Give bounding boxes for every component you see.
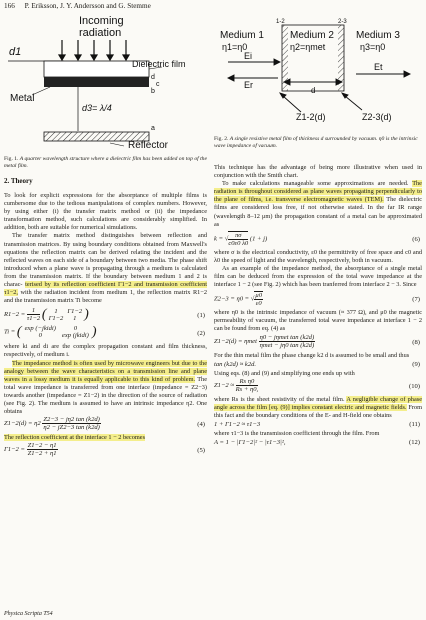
equation-12: A = 1 − |Γ1−2|² − |τ1−3|², (12) <box>214 439 420 447</box>
left-p5-highlight: The reflection coefficient at the interface 1 − 2 becomes <box>4 434 146 442</box>
equation-8: Z1−2(d) = ηmet $\frac{\text{η0 − jηmet tan (k2d)}}{\text{ηmet − jη0 tan (k2d)}}$ (8) <box>214 333 420 349</box>
interface-2-3-label: 2-3 <box>338 19 347 25</box>
left-paragraph-5 <box>4 434 207 442</box>
equation-6: k = √ $\frac{\pi\sigma}{c0\varepsilon 0 \lambda 0}$ (1 + j) (6) <box>214 231 420 247</box>
incoming-label: Incoming <box>79 15 124 27</box>
equation-2-number: (2) <box>197 330 205 338</box>
right-paragraph-2: To make calculations manageable some approximations are needed. The radiation is throughout considered as plane waves propagating perpendicularly to the plane of films, i.e. transverse electromagnetic waves (TEM). The dielectric films are considered loss free, if not otherwise stated. In the far IR range (wavelength 8–12 μm) the propagation constant of a metal can be approximated as <box>214 180 422 228</box>
medium-1-title: Medium 1 <box>220 30 264 41</box>
d-label: d <box>151 74 155 81</box>
left-column <box>4 177 207 460</box>
z12-label: Z1-2(d) <box>296 112 326 122</box>
fig2-caption <box>214 136 422 150</box>
e-reflected-label: Er <box>244 80 253 90</box>
equation-9: tan (k2d) ≈ k2d. (9) <box>214 360 420 368</box>
left-p2-highlight: terised by its reflection coefficient Γ1−2 and transmission coefficient τ1−2, <box>4 281 207 297</box>
figure-2 <box>214 16 422 126</box>
right-paragraph-8: where Rs is the sheet resistivity of the metal film. A negligible change of phase angle across the film [eq. (9)] implies constant electric and magnetic fields. From this fact and the boundary conditions of the E- and H-field one obtains <box>214 395 422 419</box>
equation-4-number: (5) <box>197 447 205 455</box>
right-p8-highlight: A negligible change of phase angle across the film [eq. (9)] implies constant electric and magnetic fields. <box>214 395 422 411</box>
fig1-caption-lead: Fig. 1. <box>4 156 19 162</box>
section-heading: 2. Theory <box>4 177 33 185</box>
dielectric-film-label: Dielectric film <box>132 59 186 69</box>
left-paragraph-4 <box>4 360 207 417</box>
equation-1: R1−2 = $\frac{1}{\tau 1-2}$ ( 1 Γ1−2 Γ1−2 1 ) (1) <box>4 307 205 323</box>
left-paragraph-2 <box>4 232 207 305</box>
equation-8-number: (8) <box>412 338 420 346</box>
equation-1-number: (1) <box>197 312 205 320</box>
fig2-caption-text: A single resistive metal film of thickness d surrounded by vacuum. η0 is the intrinsic wave impedance of vacuum. <box>214 136 418 149</box>
equation-10: Z1−2 ≈ $\frac{\text{Rs η0}}{Rs + \eta 0,}$ (10) <box>214 377 420 393</box>
equation-12-number: (12) <box>409 439 420 447</box>
equation-7: Z2−3 = η0 = √ $\frac{\mu 0}{\varepsilon 0}$ (7) <box>214 292 420 308</box>
b-label: b <box>151 88 155 95</box>
equation-11: 1 + Γ1−2 ≈ τ1−3 (11) <box>214 420 420 428</box>
right-paragraph-9: where τ1−3 is the transmission coefficient through the film. From <box>214 429 380 437</box>
a-label: a <box>151 125 155 132</box>
right-paragraph-5: where η0 is the intrinsic impedance of vacuum (≈ 377 Ω), and μ0 the magnetic permeability of vacuum, the transferred total wave impedance at interface 1 − 2 can be found from eq. (4) as <box>214 309 422 333</box>
z23-label: Z2-3(d) <box>362 112 392 122</box>
interface-1-2-label: 1-2 <box>276 19 285 25</box>
medium-2-title: Medium 2 <box>290 30 334 41</box>
medium-3-title: Medium 3 <box>356 30 400 41</box>
d3-label: d3= λ/4 <box>82 103 112 113</box>
page-number: 166 <box>4 2 15 10</box>
radiation-label: radiation <box>79 27 122 39</box>
running-header <box>4 2 151 10</box>
metal-label: Metal <box>10 93 35 104</box>
fig1-caption <box>4 156 207 170</box>
e-transmitted-label: Et <box>374 62 383 72</box>
right-paragraph-3: where σ is the electrical conductivity, ε0 the permittivity of free space and c0 and λ0 the speed of light and the wavelength, respectively, both in vacuum. <box>214 248 422 264</box>
d1-label: d1 <box>9 46 22 58</box>
reflector-label: Reflector <box>128 140 169 149</box>
left-paragraph-1: To look for explicit expressions for the absorptance of multiple films is cumbersome due to the tedious manipulations of complex numbers. However, by using either (i) the transfer matrix method or (ii) the impedance transformation method, such calculations are considerably simplified. In addition, both are suitable for numerical simulations. <box>4 192 207 232</box>
right-paragraph-1: This technique has the advantage of being more illustrative when used in conjunction with the Smith chart. <box>214 164 422 180</box>
thickness-d-label: d <box>311 86 316 95</box>
right-paragraph-4: As an example of the impedance method, the absorptance of a single metal film can be deduced from the expression of the total wave impedance at the interface 1 − 2 (see Fig. 2) which has been tranferred from interface 2 − 3. Since <box>214 264 422 289</box>
equation-6-number: (6) <box>412 235 420 243</box>
medium-1-eta: η1=η0 <box>222 42 248 52</box>
fig2-caption-lead: Fig. 2. <box>214 136 229 142</box>
left-p2-text: The transfer matrix method distinguishes between reflection and transmission matrices. By using boundary conditions obtained from Maxwell's equations the reflection matrix can be derived relating the incident and the reflected waves on each side of a boundary between two media. The phase shift introduced when a plane wave is propagating through a medium is calculated from the transmission matrix. If the boundary between medium 1 and 2 is charac- <box>4 232 207 289</box>
figure-1 <box>4 13 208 149</box>
right-p2-highlight: The radiation is throughout considered as plane waves propagating perpendicularly to the plane of films, i.e. transverse electromagnetic waves (TEM). <box>214 180 422 204</box>
right-paragraph-6: For the thin metal film the phase change k2 d is assumed to be small and thus <box>214 351 410 359</box>
fig1-caption-text: A quarter wavelength structure where a dielectric film has been added on top of the metal film. <box>4 156 207 169</box>
equation-9-number: (9) <box>412 360 420 368</box>
right-paragraph-7: Using eqs. (8) and (9) and simplifying one ends up with <box>214 369 355 377</box>
left-p2-rest: with the radiation incident from medium 1, the reflection matrix R1−2 and the transmission matrix Ti become <box>4 289 207 305</box>
right-column <box>214 164 422 448</box>
left-paragraph-3: where ki and di are the complex propagation constant and film thickness, respectively, of medium i. <box>4 343 207 359</box>
equation-11-number: (11) <box>409 420 420 428</box>
equation-7-number: (7) <box>412 296 420 304</box>
equation-3-number: (4) <box>197 421 205 429</box>
metal-film <box>44 77 149 87</box>
left-p4-text: The total wave impedance is transferred from one interface (impedance = Z2−3) towards another (impedance = Z1−2) in the direction of the source of radiation (see Fig. 2). The medium is assumed to have an intrinsic impedance η2. One obtains <box>4 375 207 416</box>
medium-3-eta: η3=η0 <box>360 42 386 52</box>
equation-4: Γ1−2 = $\frac{Z1-2 - \eta 1}{Z1-2 + \eta 1}$ (5) <box>4 442 205 458</box>
journal-footer: Physica Scripta T54 <box>4 611 53 617</box>
c-label: c <box>156 81 160 88</box>
equation-2: Ti = ( exp (−jkidi) 0 0 exp (jkidi) ) (2) <box>4 324 205 340</box>
equation-3: Z1−2(d) = η2 $\frac{Z2-3 - j\eta 2 \tan (k2d)}{\eta 2 - jZ2-3 \tan (k2d)}$ (4) <box>4 416 205 432</box>
equation-10-number: (10) <box>409 382 420 390</box>
e-incident-label: Ei <box>244 51 253 61</box>
incoming-arrows <box>59 40 129 60</box>
left-p4-highlight: The impedance method is often used by microwave engineers but due to the analogy between the wave characteristics on a transmission line and plane waves in a lossy medium it is equally applicable to this kind of problem. <box>4 359 207 383</box>
authors: P. Eriksson, J. Y. Andersson and G. Stemme <box>24 2 151 10</box>
medium-2-eta: η2=ηmet <box>290 42 326 52</box>
